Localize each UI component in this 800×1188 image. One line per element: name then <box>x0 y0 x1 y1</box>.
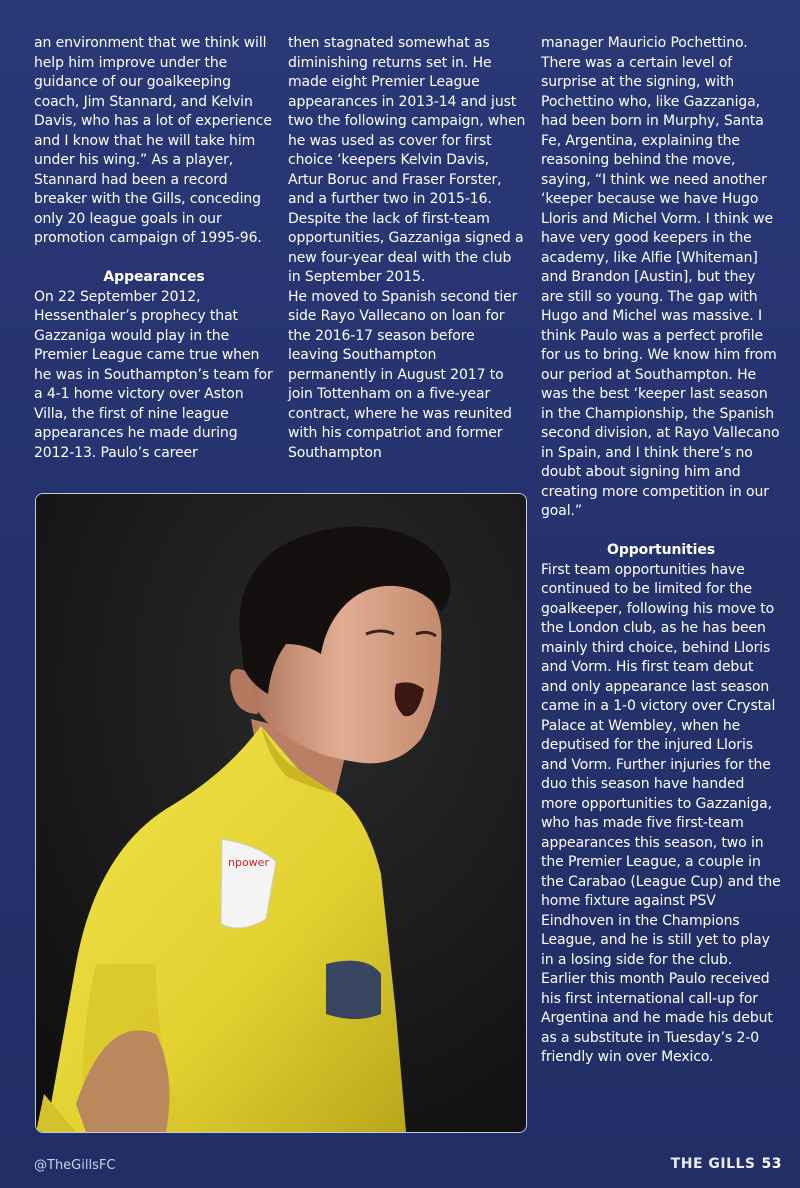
paragraph: Earlier this month Paulo received his first international call-up for Argentina and he made his debut as a substitute in Tuesday’s 2-0 friendly win over Mexico. <box>541 971 773 1065</box>
goalkeeper-illustration <box>36 494 526 1132</box>
page-footer <box>671 1156 782 1172</box>
paragraph: On 22 September 2012, Hessenthaler’s prophecy that Gazzaniga would play in the Premier League came true when he was in Southampton’s team for a 4-1 home victory over Aston Villa, the first of nine league appearances he made during 2012-13. Paulo’s career <box>34 288 273 461</box>
article-column-3 <box>541 34 781 1068</box>
paragraph: an environment that we think will help him improve under the guidance of our goalkeeping coach, Jim Stannard, and Kelvin Davis, who has a lot of experience and I know that he will take him under his wing.” As a player, Stannard had been a record breaker with the Gills, conceding only 20 league goals in our promotion campaign of 1995-96. <box>34 35 272 246</box>
article-column-2 <box>288 34 528 463</box>
sponsor-patch: npower <box>228 856 269 869</box>
section-heading-opportunities: Opportunities <box>607 542 715 558</box>
magazine-title: THE GILLS <box>670 1156 756 1172</box>
article-column-1 <box>34 34 274 463</box>
social-handle: @TheGillsFC <box>34 1158 116 1173</box>
section-heading-appearances: Appearances <box>103 269 205 285</box>
paragraph: He moved to Spanish second tier side Rayo Vallecano on loan for the 2016-17 season before leaving Southampton permanently in August 2017 to join Tottenham on a five-year contract, where he was reunited with his compatriot and former Southampton <box>288 288 518 461</box>
paragraph: manager Mauricio Pochettino. There was a certain level of surprise at the signing, with Pochettino who, like Gazzaniga, had been born in Murphy, Santa Fe, Argentina, explaining the reasoning behind the move, saying, “I think we need another ‘keeper because we have Hugo Lloris and Michel Vorm. I think we have very good keepers in the academy, like Alfie [Whiteman] and Brandon [Austin], but they are still so young. The gap with Hugo and Michel was massive. I think Paulo was a perfect profile for us to bring. We know him from our period at Southampton. He was the best ‘keeper last season in the Championship, the Spanish second division, at Rayo Vallecano in Spain, and I think there’s no doubt about signing him and creating more competition in our goal.” <box>541 35 780 519</box>
paragraph: then stagnated somewhat as diminishing returns set in. He made eight Premier League appearances in 2013-14 and just two the following campaign, when he was used as cover for first choice ‘keepers Kelvin Davis, Artur Boruc and Fraser Forster, and a further two in 2015-16. Despite the lack of first-team opportunities, Gazzaniga signed a new four-year deal with the club in September 2015. <box>288 35 526 285</box>
page-number: 53 <box>761 1156 782 1172</box>
player-photo <box>35 493 527 1133</box>
paragraph: First team opportunities have continued to be limited for the goalkeeper, following his move to the London club, as he has been mainly third choice, behind Lloris and Vorm. His first team debut and only appearance last season came in a 1-0 victory over Crystal Palace at Wembley, when he deputised for the injured Lloris and Vorm. Further injuries for the duo this season have handed more opportunities to Gazzaniga, who has made five first-team appearances this season, two in the Premier League, a couple in the Carabao (League Cup) and the home fixture against PSV Eindhoven in the Champions League, and he is still yet to play in a losing side for the club. <box>541 561 781 968</box>
